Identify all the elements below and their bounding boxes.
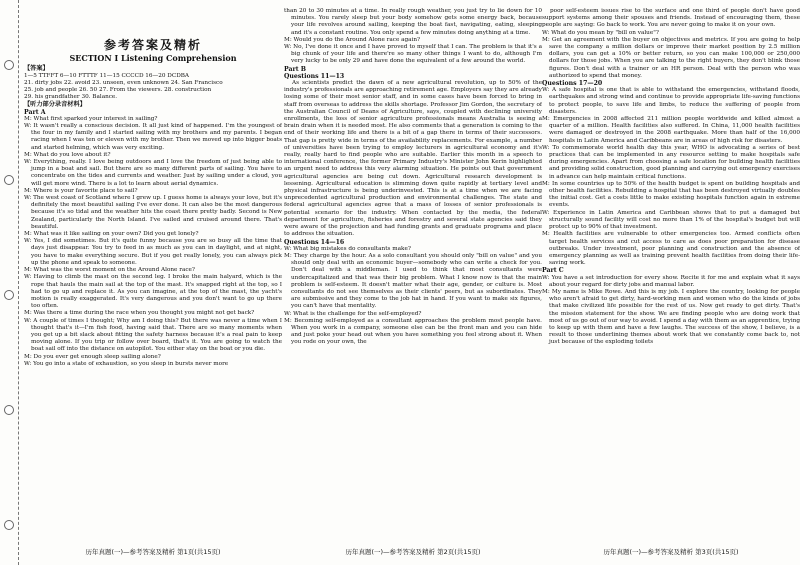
binding-hole — [4, 175, 14, 185]
dialogue-line: M: They charge by the hour. As a solo consultant you should only "bill on value" and you should only deal with an economic buyer—somebody who can write a check for you. Don't deal with a middleman. I used to think that most consultants were undercapitalized and that was their big problem. What I know now is that the main problem is self-esteem. It doesn't matter what their age, gender, or culture is. Most consultants do not see themselves as their clients' peers, but as subordinates. They are submissive and they come to the job hat in hand. If you want to make six figures, you can't have that mentality. — [284, 252, 542, 310]
dialogue-line: M: Where is your favorite place to sail? — [24, 187, 138, 194]
dialogue-line: W: What is the challenge for the self-employed? — [284, 310, 422, 317]
page-footer: 历年真题(一)—参考答案及精析 第1页(共15页) — [85, 548, 221, 556]
dialogue-line: than 20 to 30 minutes at a time. In really rough weather, you just try to lie down for 10 minutes. You rarely sleep but your body somehow gets some energy back, because your life revolves around sailing, keeping the boat fast, navigating, eating, sleeping and it's a constant routine. You only spend a few minutes doing anything at a time. — [284, 8, 542, 36]
dialogue-line: W: Experience in Latin America and Caribbean shows that to put a damaged but structurally sound facility will cost no more than 1% of the hospital's budget but will protect up to 90% of that investment. — [542, 209, 800, 231]
dialogue-line: M: Would you do the Around Alone race again? — [284, 36, 421, 43]
questions-heading: Questions 17—20 — [542, 80, 603, 88]
part-a-heading: Part A — [24, 108, 46, 116]
page-1 — [24, 8, 282, 556]
dialogue-line: M: What was it like sailing on your own? Did you get lonely? — [24, 231, 199, 238]
page-3 — [542, 8, 800, 556]
binding-margin — [0, 0, 19, 565]
dialogue-line: W: It wasn't really a conscious decision. It all just kind of happened. I'm the youngest of the four in my family and I started sailing with my brothers and my parents. I began racing when I was ten or eleven with my brother. Then we moved up into bigger boats and started helming, which was very exciting. — [24, 123, 282, 151]
dialogue-line: W: To commemorate world health day this year, WHO is advocating a series of best practices that can be implemented in any resource setting to make hospitals safe during emergencies. Apart from choosing a safe location for building health facilities and providing solid construction, good planning and carrying out emergency exercises in advance can help maintain critical functions. — [542, 144, 800, 180]
dialogue-line: M: Becoming self-employed as a consultant approaches the problem most people have. When you work in a company, someone else can be the front man and you can hide and just poke your head out when you have something you feel strong about it. When you rode on your own, the — [284, 317, 542, 346]
binding-hole — [4, 520, 14, 530]
answer-heading: 【答案】 — [24, 65, 49, 73]
dialogue-line: W: Everything, really. I love being outdoors and I love the freedom of just being able to jump in a boat and sail. But there are so many different parts of sailing. You have to concentrate on the tides and currents and weather. Just by sailing under a cloud, you will get more wind. There is a lot to learn about aerial dynamics. — [24, 159, 282, 187]
section-heading: SECTION I Listening Comprehension — [69, 53, 237, 64]
dialogue-line: W: A safe hospital is one that is able to withstand the emergencies, withstand floods, earthquakes and strong wind and continue to provide appropriate life-saving functions to protect people, to save life and limbs, to reduce the suffering of people from disasters. — [542, 87, 800, 115]
dialogue-line: W: What do you mean by "bill on value"? — [542, 29, 659, 36]
page-1-column — [24, 8, 282, 538]
answer-line: 29. his grandfather 30. Balance. — [24, 94, 118, 101]
binding-hole — [4, 290, 14, 300]
dialogue-line: M: What was the worst moment on the Around Alone race? — [24, 267, 195, 274]
dialogue-line: M: Health facilities are vulnerable to other emergencies too. Armed conflicts often target health services and cut access to care as does poor preparation for disease outbreaks. Under investment, poor planning and construction and the absence of emergency planning as well as training prevent health facilities from doing their life-saving work. — [542, 231, 800, 267]
answer-line: 21. dirty jobs 22. avoid 23. unseen, even unknown 24. San Francisco — [24, 79, 223, 86]
dialogue-line: M: Get an agreement with the buyer on objectives and metrics. If you are going to help save the company a million dollars or improve their market position by 2.5 million dollars, you can get a 10% or better return, so you can make 100,000 or 250,000 dollars for those jobs. When you are talking to the right buyers, they don't blink those figures. Don't deal with a trainer or an HR person. Deal with the person who was authorized to spend that money. — [542, 36, 800, 79]
dialogue-line: M: In some countries up to 50% of the health budget is spent on building hospitals and other health facilities. Rebuilding a hospital that has been destroyed virtually doubles the initial cost. Get a costs little to make existing hospitals function again in extreme events. — [542, 180, 800, 209]
page-footer: 历年真题(一)—参考答案及精析 第2页(共15页) — [345, 548, 481, 556]
dialogue-line: W: No, I've done it once and I have proved to myself that I can. The problem is that it's a big chunk of your life and there're so many other things I want to do, although I'm very lucky to be only 29 and have done the equivalent of a few around the world. — [284, 44, 542, 65]
page-2 — [284, 8, 542, 556]
dialogue-line: M: Was there a time during the race when you thought you might not get back? — [24, 310, 255, 317]
questions-heading: Questions 11—13 — [284, 72, 345, 80]
dialogue-line: M: What first sparked your interest in sailing? — [24, 115, 158, 122]
answer-line: 25. job and people 26. 50 27. From the viewers. 28. construction — [24, 87, 212, 94]
binding-hole — [4, 60, 14, 70]
page-3-column — [542, 8, 800, 538]
dialogue-line: W: What big mistakes do consultants make? — [284, 245, 411, 252]
dialogue-line: W: A couple of times I thought; Why am I doing this? But there was never a time when I thought that's it—I'm fish food, having said that. There are so many moments when you get up a bit slack about fitting the safety harness because it's a real pain to keep moving alone. If you trip or follow over board, that's it. You are going to watch the boat sail off into the distance on autopilot. You either stay on the boat or you die. — [24, 317, 282, 353]
dialogue-line: W: You go into a state of exhaustion, so you sleep in bursts never more — [24, 360, 229, 367]
page-title: 参考答案及精析 — [103, 38, 202, 52]
page-footer: 历年真题(一)—参考答案及精析 第3页(共15页) — [603, 548, 739, 556]
answer-line: 1—5 TTFFT 6—10 FTTTF 11—15 CCCCD 16—20 DCDBA — [24, 72, 190, 79]
questions-heading: Questions 14—16 — [284, 238, 345, 246]
dialogue-line: poor self-esteem issues rise to the surface and one third of people don't have good support systems among their spouses and friends. Instead of encouraging them, these people are saying: Go back to work. You are never going to make it on your own. — [542, 8, 800, 29]
dialogue-line: M: What do you love about it? — [24, 151, 111, 158]
dialogue-line: W: Yes, I did sometimes. But it's quite funny because you are so busy all the time that days just disappear. You try to feed in as much as you can in daylight, and at night, you have to make everything secure. But if you get really lonely, you can always pick up the phone and speak to someone. — [24, 238, 282, 266]
passage-text: As scientists predict the dawn of a new agricultural revolution, up to 50% of the industry's professionals are approaching retirement age. Employers say they are already losing some of their most senior staff, and in some cases have been forced to bring in staff from overseas to address the skills shortage. Professor Jim Gordon, the secretary of the Australian Council of Deans of Agriculture, says, coupled with declining university enrollments, the loss of senior agriculture professionals means Australia is seeing a brain drain when it is needed most. He also comments that a generation is coming to the end of their working life and there is a bit of a gap there in terms of their successors. That gap is pretty wide in terms of the availability replacements. For example, a number of universities have been trying to employ lecturers in agricultural economy and it's really, really hard to find people who are suitable. Earlier this month in a speech to international conference, the former Primary Industry's Minister John Kerin highlighted an urgent need to address this very alarming situation. He points out that government agricultural agencies are being cut down. Agricultural research development is lessening. Agricultural education is slimming down quite rapidly at tertiary level and physical infrastructure is being underinvested. This is at a time when we are facing unprecedented agricultural production and environmental challenges. The state and federal agricultural agencies agree that a mass of losses of senior professionals is potential scenario for the industry. When contacted by the media, the federal department for agriculture, fisheries and forestry and several state agencies said they were aware of the projection and had funding grants and graduate programs and place to address the situation. — [284, 80, 542, 238]
dialogue-line: M: My name is Mike Rowe. And this is my job. I explore the country, looking for people who aren't afraid to get dirty, hard-working men and women who do the kinds of jobs that make civilized life possible for the rest of us. Now get ready to get dirty. That's the mission statement for the show. We are finding people who are doing work that most of us go out of our way to avoid. I spend a day with them as an apprentice, trying to keep up with them and have a few laughs. The success of the show, I believe, is a result to those underlining themes about work that we constantly come back to, not just because of the exploding toilets — [542, 288, 800, 346]
material-heading: 【听力部分录音材料】 — [24, 101, 86, 109]
dialogue-line: M: Do you ever get enough sleep sailing alone? — [24, 353, 161, 360]
dialogue-line: W: Having to climb the mast on the second leg. I broke the main halyard, which is the rope that hauls the main sail at the top of the mast. It's snapped right at the top, so I had to go up and replace it. As you can imagine, at the top of the mast, the yacht's motion is really exaggerated. It's very dangerous and you don't want to go up there too often. — [24, 274, 282, 310]
part-b-heading: Part B — [284, 65, 306, 73]
dialogue-line: M: Emergencies in 2008 affected 211 million people worldwide and killed almost a quarter of a million. Health facilities also suffered. In China, 11,000 health facilities were damaged or destroyed in the 2008 earthquake. More than half of the 16,000 hospitals in Latin America and Caribbeans are in areas of high risk for disasters. — [542, 116, 800, 144]
dialogue-line: W: You have a set introduction for every show. Recite it for me and explain what it says about your regard for dirty jobs and manual labor. — [542, 274, 800, 288]
binding-hole — [4, 405, 14, 415]
part-c-heading: Part C — [542, 267, 564, 275]
page-2-column — [284, 8, 542, 538]
dialogue-line: W: The west coast of Scotland where I grew up. I guess home is always your love, but it's definitely the most beautiful sailing I've ever done. It can also be the most dangerous because it's so tidal and the weather hits the coast there pretty badly. Second is New Zealand, particularly the North Island. I've sailed and cruised around there. That's beautiful. — [24, 195, 282, 230]
